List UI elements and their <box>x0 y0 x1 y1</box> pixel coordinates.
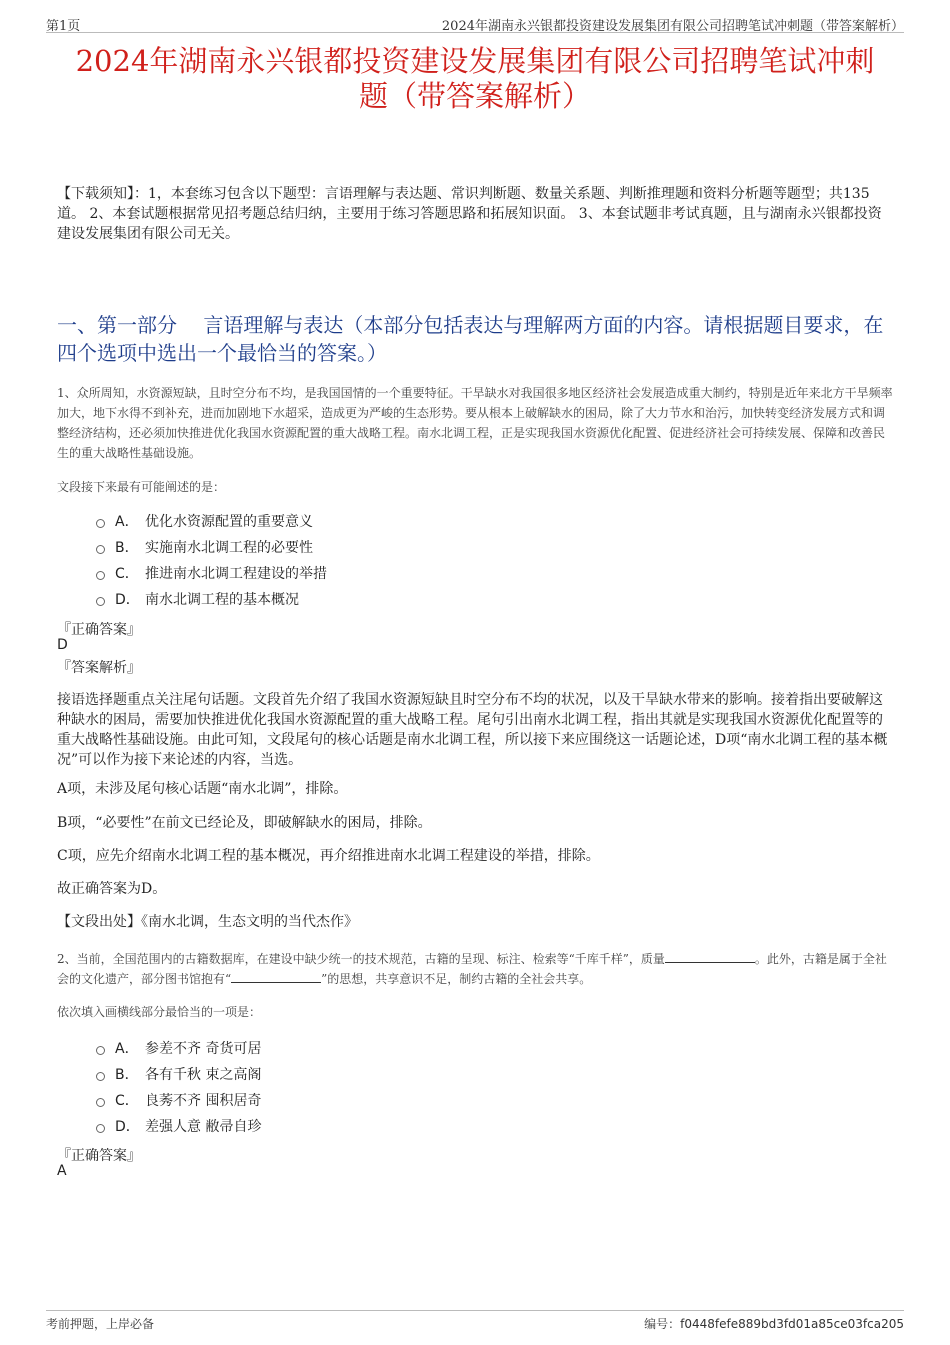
q1-answer: D <box>57 637 68 653</box>
document-title-line2: 题（带答案解析） <box>358 79 591 113</box>
option-text: 优化水资源配置的重要意义 <box>145 514 313 530</box>
document-title-line1: 2024年湖南永兴银都投资建设发展集团有限公司招聘笔试冲刺 <box>75 44 875 78</box>
radio-icon[interactable] <box>96 1124 105 1133</box>
radio-icon[interactable] <box>96 1046 105 1055</box>
q1-prompt: 文段接下来最有可能阐述的是： <box>57 480 226 494</box>
download-notice: 【下载须知】：1，本套练习包含以下题型：言语理解与表达题、常识判断题、数量关系题、判断推理题和资料分析题等题型；共135道。 2、本套试题根据常见招考题总结归纳，主要用于练习答题思路和拓展知识面。 3、本套试题非考试真题，且与湖南永兴银都投资建设发展集团有限公司无关。 <box>57 186 882 242</box>
footer-slogan: 考前押题，上岸必备 <box>46 1317 155 1331</box>
q1-option-b[interactable] <box>96 534 327 560</box>
option-letter: B． <box>115 1067 139 1083</box>
q1-source: 【文段出处】《南水北调，生态文明的当代杰作》 <box>57 914 358 930</box>
option-letter: C． <box>115 566 139 582</box>
q1-option-c[interactable] <box>96 560 327 586</box>
q1-note-c: C项，应先介绍南水北调工程的基本概况，再介绍推进南水北调工程建设的举措，排除。 <box>57 848 600 864</box>
radio-icon[interactable] <box>96 571 105 580</box>
option-letter: C． <box>115 1093 139 1109</box>
q2-options <box>96 1035 261 1139</box>
q2-passage-part2: 。此外，古籍是属于全社会的文化遗产，部分图书馆抱有“ <box>57 952 887 986</box>
fill-blank-1[interactable] <box>665 950 755 963</box>
header-doc-title: 2024年湖南永兴银都投资建设发展集团有限公司招聘笔试冲刺题（带答案解析） <box>441 19 904 34</box>
radio-icon[interactable] <box>96 545 105 554</box>
q2-passage-part3: ”的思想，共享意识不足，制约古籍的全社会共享。 <box>321 972 592 986</box>
q1-answer-label: 『正确答案』 <box>57 622 141 638</box>
q1-conclusion: 故正确答案为D。 <box>57 881 167 897</box>
q2-option-b[interactable] <box>96 1061 261 1087</box>
q2-passage-part1: 2、当前，全国范围内的古籍数据库，在建设中缺少统一的技术规范，古籍的呈现、标注、检索等“千库千样”，质量 <box>57 952 665 966</box>
document-title <box>50 44 900 114</box>
q2-prompt: 依次填入画横线部分最恰当的一项是： <box>57 1005 262 1019</box>
q1-note-b: B项，“必要性”在前文已经论及，即破解缺水的困局，排除。 <box>57 815 432 831</box>
page-number: 第1页 <box>46 19 81 34</box>
option-text: 良莠不齐 囤积居奇 <box>145 1093 262 1109</box>
option-text: 推进南水北调工程建设的举措 <box>145 566 327 582</box>
q1-analysis-label: 『答案解析』 <box>57 660 141 676</box>
radio-icon[interactable] <box>96 597 105 606</box>
option-letter: A． <box>115 1041 139 1057</box>
q1-analysis: 接语选择题重点关注尾句话题。文段首先介绍了我国水资源短缺且时空分布不均的状况，以及干旱缺水带来的影响。接着指出要破解这种缺水的困局，需要加快推进优化我国水资源配置的重大战略工程。尾句引出南水北调工程，指出其就是实现我国水资源优化配置等的重大战略性基础设施。由此可知，文段尾句的核心话题是南水北调工程，所以接下来应围绕这一话题论述，D项“南水北调工程的基本概况”可以作为接下来论述的内容，当选。 <box>57 692 888 768</box>
q1-note-a: A项，未涉及尾句核心话题“南水北调”，排除。 <box>57 781 348 797</box>
page-header <box>46 12 904 33</box>
option-text: 实施南水北调工程的必要性 <box>145 540 313 556</box>
q2-answer-label: 『正确答案』 <box>57 1148 141 1164</box>
q2-passage <box>57 949 895 989</box>
q1-options <box>96 508 327 612</box>
q1-passage: 1、众所周知，水资源短缺，且时空分布不均，是我国国情的一个重要特征。干旱缺水对我国很多地区经济社会发展造成重大制约，特别是近年来北方干旱频率加大，地下水得不到补充，进而加剧地下水超采，造成更为严峻的生态形势。要从根本上破解缺水的困局，除了大力节水和治污，加快转变经济发展方式和调整经济结构，还必须加快推进优化我国水资源配置的重大战略工程。南水北调工程，正是实现我国水资源优化配置、促进经济社会可持续发展、保障和改善民生的重大战略性基础设施。 <box>57 386 893 460</box>
option-text: 各有千秋 束之高阁 <box>145 1067 262 1083</box>
q2-option-d[interactable] <box>96 1113 261 1139</box>
option-text: 参差不齐 奇货可居 <box>145 1041 262 1057</box>
q1-option-d[interactable] <box>96 586 327 612</box>
footer-doc-id: 编号：f0448fefe889bd3fd01a85ce03fca205 <box>644 1317 904 1331</box>
q1-option-a[interactable] <box>96 508 327 534</box>
option-text: 南水北调工程的基本概况 <box>145 592 299 608</box>
q2-option-c[interactable] <box>96 1087 261 1113</box>
option-text: 差强人意 敝帚自珍 <box>145 1119 262 1135</box>
radio-icon[interactable] <box>96 1072 105 1081</box>
option-letter: B． <box>115 540 139 556</box>
option-letter: A． <box>115 514 139 530</box>
page-footer <box>46 1310 904 1333</box>
fill-blank-2[interactable] <box>231 970 321 983</box>
q2-option-a[interactable] <box>96 1035 261 1061</box>
q2-answer: A <box>57 1163 67 1179</box>
option-letter: D． <box>115 1119 140 1135</box>
radio-icon[interactable] <box>96 519 105 528</box>
radio-icon[interactable] <box>96 1098 105 1107</box>
option-letter: D． <box>115 592 140 608</box>
section-heading: 一、第一部分 言语理解与表达（本部分包括表达与理解两方面的内容。请根据题目要求，在四个选项中选出一个最恰当的答案。） <box>57 313 884 365</box>
